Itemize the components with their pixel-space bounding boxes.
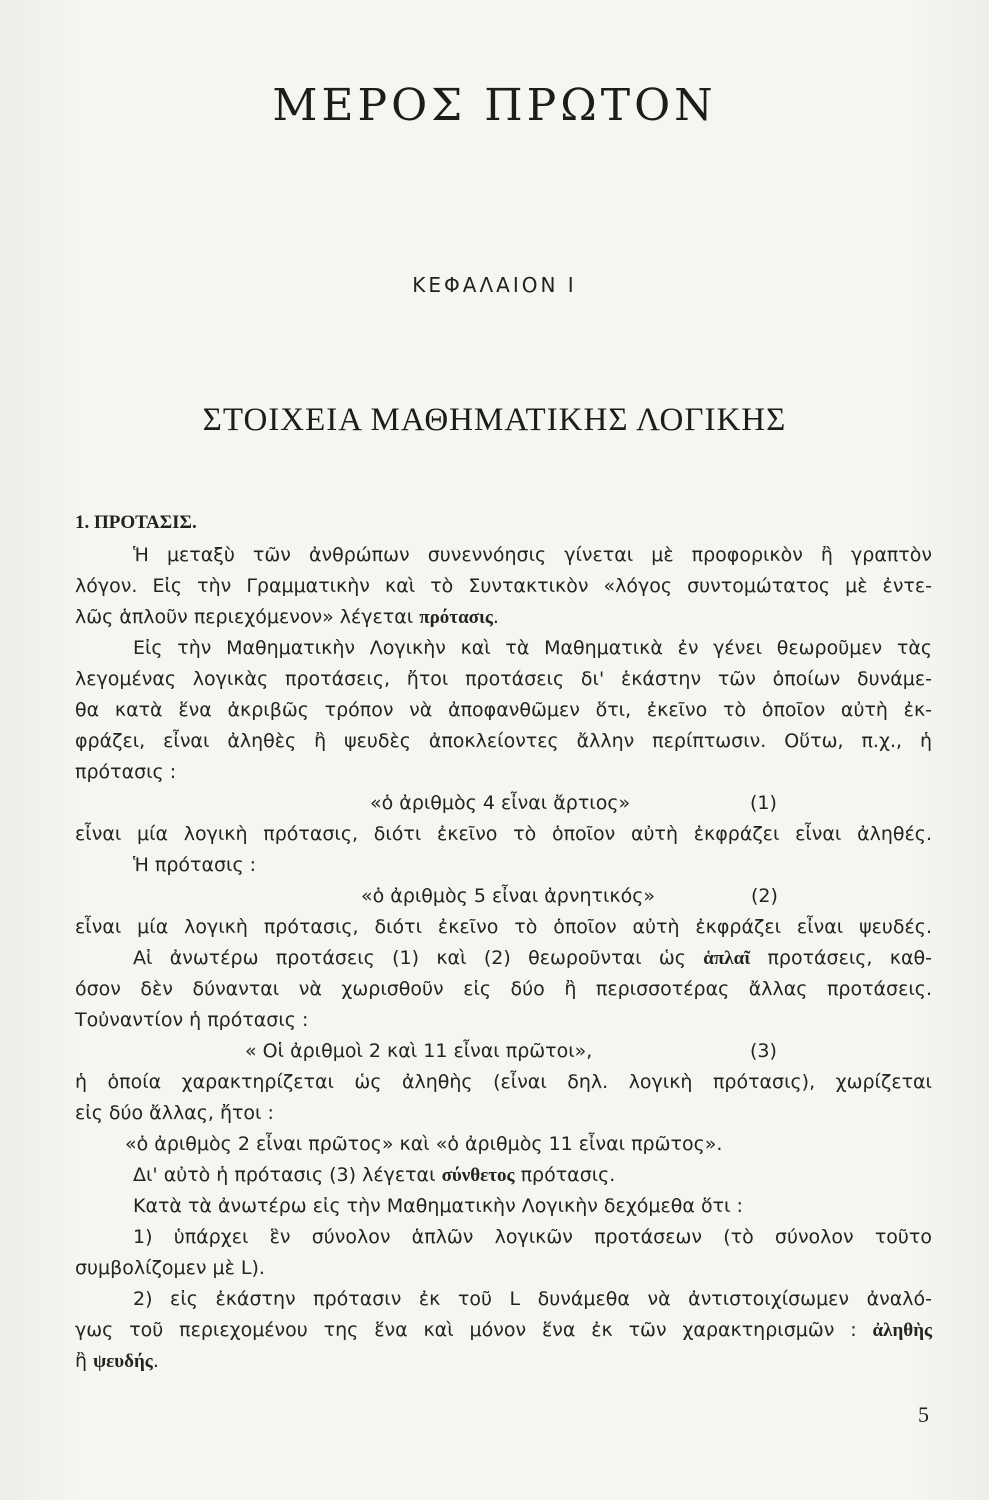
equation-number: (1) — [750, 792, 777, 814]
text-line — [75, 1315, 932, 1346]
section-heading: ΣΤΟΙΧΕΙΑ ΜΑΘΗΜΑΤΙΚΗΣ ΛΟΓΙΚΗΣ — [202, 402, 787, 438]
text-span: . — [152, 1350, 159, 1372]
text-line: 1) ὑπάρχει ἓν σύνολον ἁπλῶν λογικῶν προτάσεων (τὸ σύνολον τοῦτο — [133, 1226, 932, 1248]
text-line — [75, 1160, 932, 1191]
text-span: προτάσεις, καθ- — [750, 947, 932, 969]
text-line: ἡ ὁποία χαρακτηρίζεται ὡς ἀληθὴς (εἶναι δηλ. λογικὴ πρότασις), χωρίζεται — [75, 1071, 932, 1093]
text-line: εἶναι μία λογικὴ πρότασις, διότι ἐκεῖνο τὸ ὁποῖον αὐτὴ ἐκφράζει εἶναι ἀληθές. — [75, 823, 932, 845]
text-line: συμβολίζομεν μὲ L). — [75, 1257, 265, 1279]
equation-text: «ὁ ἀριθμὸς 4 εἶναι ἄρτιος» — [370, 792, 631, 814]
text-line — [75, 1346, 932, 1377]
text-line: πρότασις : — [75, 761, 177, 783]
text-span: πρότασις. — [514, 1164, 616, 1186]
equation-number: (2) — [751, 885, 778, 907]
text-line — [75, 602, 932, 633]
bold-term: πρότασις — [419, 607, 493, 628]
chapter-title: ΚΕΦΑΛΑΙΟΝ Ι — [412, 273, 577, 297]
text-line: «ὁ ἀριθμὸς 2 εἶναι πρῶτος» καὶ «ὁ ἀριθμὸς 11 εἶναι πρῶτος». — [125, 1133, 723, 1155]
text-line: Εἰς τὴν Μαθηματικὴν Λογικὴν καὶ τὰ Μαθηματικὰ ἐν γένει θεωροῦμεν τὰς — [133, 637, 932, 659]
text-line: Ἡ πρότασις : — [133, 854, 257, 876]
text-line: Τοὐναντίον ἡ πρότασις : — [75, 1009, 309, 1031]
equation-line — [75, 1036, 932, 1067]
subsection-heading: 1. ΠΡΟΤΑΣΙΣ. — [75, 512, 197, 533]
text-line: λόγον. Εἰς τὴν Γραμματικὴν καὶ τὸ Συντακτικὸν «λόγος συντομώτατος μὲ ἐντε- — [75, 575, 932, 597]
page-number: 5 — [918, 1402, 929, 1427]
equation-line — [75, 788, 932, 819]
text-line — [75, 943, 932, 974]
text-span: Δι' αὐτὸ ἡ πρότασις (3) λέγεται — [133, 1164, 442, 1186]
text-line: φράζει, εἶναι ἀληθὲς ἢ ψευδὲς ἀποκλείοντες ἄλλην περίπτωσιν. Οὕτω, π.χ., ἡ — [75, 730, 932, 752]
text-span: Αἱ ἀνωτέρω προτάσεις (1) καὶ (2) θεωροῦνται ὡς — [133, 947, 704, 969]
body-text — [75, 540, 932, 1377]
equation-line — [75, 881, 932, 912]
bold-term: σύνθετος — [441, 1165, 515, 1186]
text-line: θα κατὰ ἕνα ἀκριβῶς τρόπον νὰ ἀποφανθῶμεν ὅτι, ἐκεῖνο τὸ ὁποῖον αὐτὴ ἐκ- — [75, 699, 932, 721]
text-span: γως τοῦ περιεχομένου της ἕνα καὶ μόνον ἕνα ἐκ τῶν χαρακτηρισμῶν : — [75, 1319, 873, 1341]
text-span: λῶς ἁπλοῦν περιεχόμενον» λέγεται — [75, 606, 420, 628]
equation-number: (3) — [750, 1040, 777, 1062]
bold-term: ἁπλαῖ — [703, 948, 751, 969]
equation-text: «ὁ ἀριθμὸς 5 εἶναι ἀρνητικός» — [361, 885, 655, 907]
text-line: εἶναι μία λογικὴ πρότασις, διότι ἐκεῖνο τὸ ὁποῖον αὐτὴ ἐκφράζει εἶναι ψευδές. — [75, 916, 932, 938]
text-line: όσον δὲν δύνανται νὰ χωρισθοῦν εἰς δύο ἢ περισσοτέρας ἄλλας προτάσεις. — [75, 978, 932, 1000]
text-line: εἰς δύο ἄλλας, ἤτοι : — [75, 1102, 274, 1124]
bold-term: ἀληθὴς — [872, 1320, 932, 1341]
text-line: 2) εἰς ἑκάστην πρότασιν ἐκ τοῦ L δυνάμεθα νὰ ἀντιστοιχίσωμεν ἀναλό- — [133, 1288, 932, 1310]
part-title: ΜΕΡΟΣ ΠΡΩΤΟΝ — [272, 80, 717, 131]
text-span: . — [492, 606, 499, 628]
bold-term: ψευδής — [93, 1351, 153, 1372]
equation-text: « Οἱ ἀριθμοὶ 2 καὶ 11 εἶναι πρῶτοι», — [245, 1040, 593, 1062]
text-line: λεγομένας λογικὰς προτάσεις, ἤτοι προτάσεις δι' ἑκάστην τῶν ὁποίων δυνάμε- — [75, 668, 932, 690]
text-span: ἢ — [75, 1350, 94, 1372]
text-line: Ἡ μεταξὺ τῶν ἀνθρώπων συνεννόησις γίνεται μὲ προφορικὸν ἢ γραπτὸν — [133, 544, 932, 566]
text-line: Κατὰ τὰ ἀνωτέρω εἰς τὴν Μαθηματικὴν Λογικὴν δεχόμεθα ὅτι : — [133, 1195, 743, 1217]
